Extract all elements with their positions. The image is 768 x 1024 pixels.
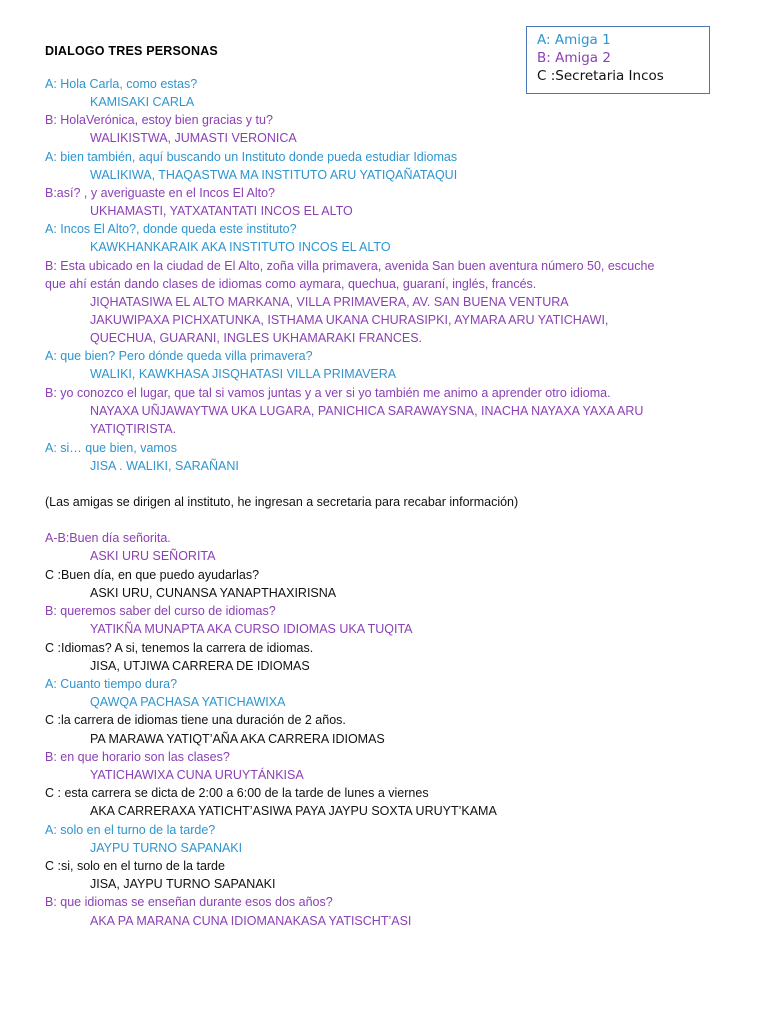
dialogue-translation: ASKI URU SEÑORITA bbox=[90, 549, 216, 563]
dialogue-translation: JAKUWIPAXA PICHXATUNKA, ISTHAMA UKANA CHURASIPKI, AYMARA ARU YATICHAWI, bbox=[90, 313, 609, 327]
dialogue-translation: PA MARAWA YATIQT’AÑA AKA CARRERA IDIOMAS bbox=[90, 732, 385, 746]
dialogue-translation: JISA, UTJIWA CARRERA DE IDIOMAS bbox=[90, 659, 310, 673]
dialogue-line: A: si… que bien, vamos bbox=[45, 441, 178, 455]
dialogue-line: B: Esta ubicado en la ciudad de El Alto, zoña villa primavera, avenida San buen aventura número 50, escuche bbox=[45, 259, 655, 273]
dialogue-translation: WALIKISTWA, JUMASTI VERONICA bbox=[90, 131, 297, 145]
dialogue-line: B: HolaVerónica, estoy bien gracias y tu? bbox=[45, 113, 273, 127]
dialogue-translation: KAWKHANKARAIK AKA INSTITUTO INCOS EL ALTO bbox=[90, 240, 391, 254]
legend-speaker-a: A: Amiga 1 bbox=[537, 32, 611, 48]
dialogue-line: C :Idiomas? A si, tenemos la carrera de idiomas. bbox=[45, 641, 314, 655]
dialogue-line: A: solo en el turno de la tarde? bbox=[45, 823, 216, 837]
dialogue-line: A: que bien? Pero dónde queda villa primavera? bbox=[45, 349, 313, 363]
dialogue-translation: NAYAXA UÑJAWAYTWA UKA LUGARA, PANICHICA SARAWAYSNA, INACHA NAYAXA YAXA ARU bbox=[90, 404, 644, 418]
dialogue-line: B:así? , y averiguaste en el Incos El Alto? bbox=[45, 186, 275, 200]
legend-speaker-c: C :Secretaria Incos bbox=[537, 68, 664, 84]
dialogue-line: B: yo conozco el lugar, que tal si vamos juntas y a ver si yo también me animo a aprender otro idioma. bbox=[45, 386, 611, 400]
dialogue-translation: JISA, JAYPU TURNO SAPANAKI bbox=[90, 877, 276, 891]
dialogue-translation: YATIQTIRISTA. bbox=[90, 422, 177, 436]
dialogue-line: C : esta carrera se dicta de 2:00 a 6:00 de la tarde de lunes a viernes bbox=[45, 786, 429, 800]
dialogue-translation: WALIKI, KAWKHASA JISQHATASI VILLA PRIMAVERA bbox=[90, 367, 397, 381]
dialogue-line: A-B:Buen día señorita. bbox=[45, 531, 171, 545]
dialogue-line: B: queremos saber del curso de idiomas? bbox=[45, 604, 276, 618]
dialogue-line: A: Incos El Alto?, donde queda este instituto? bbox=[45, 222, 297, 236]
dialogue-translation: AKA CARRERAXA YATICHT’ASIWA PAYA JAYPU SOXTA URUYT’KAMA bbox=[90, 804, 497, 818]
dialogue-translation: ASKI URU, CUNANSA YANAPTHAXIRISNA bbox=[90, 586, 337, 600]
dialogue-translation: QUECHUA, GUARANI, INGLES UKHAMARAKI FRANCES. bbox=[90, 331, 423, 345]
dialogue-line: A: Cuanto tiempo dura? bbox=[45, 677, 178, 691]
dialogue-line: C :la carrera de idiomas tiene una duración de 2 años. bbox=[45, 713, 346, 727]
dialogue-translation: JAYPU TURNO SAPANAKI bbox=[90, 841, 243, 855]
dialogue-translation: YATICHAWIXA CUNA URUYTÁNKISA bbox=[90, 768, 304, 782]
dialogue-translation: JISA . WALIKI, SARAÑANI bbox=[90, 459, 239, 473]
dialogue-translation: YATIKÑA MUNAPTA AKA CURSO IDIOMAS UKA TUQITA bbox=[90, 622, 413, 636]
dialogue-line: C :si, solo en el turno de la tarde bbox=[45, 859, 225, 873]
document-title: DIALOGO TRES PERSONAS bbox=[45, 44, 218, 58]
dialogue-line-continued: que ahí están dando clases de idiomas como aymara, quechua, guaraní, inglés, francés. bbox=[45, 277, 537, 291]
dialogue-line: A: Hola Carla, como estas? bbox=[45, 77, 198, 91]
legend-speaker-b: B: Amiga 2 bbox=[537, 50, 611, 66]
narration-note: (Las amigas se dirigen al instituto, he ingresan a secretaria para recabar información) bbox=[45, 495, 519, 509]
dialogue-translation: WALIKIWA, THAQASTWA MA INSTITUTO ARU YATIQAÑATAQUI bbox=[90, 168, 458, 182]
dialogue-translation: JIQHATASIWA EL ALTO MARKANA, VILLA PRIMAVERA, AV. SAN BUENA VENTURA bbox=[90, 295, 569, 309]
dialogue-translation: AKA PA MARANA CUNA IDIOMANAKASA YATISCHT’ASI bbox=[90, 914, 412, 928]
dialogue-translation: QAWQA PACHASA YATICHAWIXA bbox=[90, 695, 286, 709]
dialogue-line: A: bien también, aquí buscando un Instituto donde pueda estudiar Idiomas bbox=[45, 150, 458, 164]
speaker-legend-box bbox=[526, 26, 710, 94]
dialogue-translation: KAMISAKI CARLA bbox=[90, 95, 195, 109]
dialogue-translation: UKHAMASTI, YATXATANTATI INCOS EL ALTO bbox=[90, 204, 353, 218]
dialogue-line: C :Buen día, en que puedo ayudarlas? bbox=[45, 568, 260, 582]
dialogue-line: B: que idiomas se enseñan durante esos dos años? bbox=[45, 895, 333, 909]
dialogue-line: B: en que horario son las clases? bbox=[45, 750, 230, 764]
